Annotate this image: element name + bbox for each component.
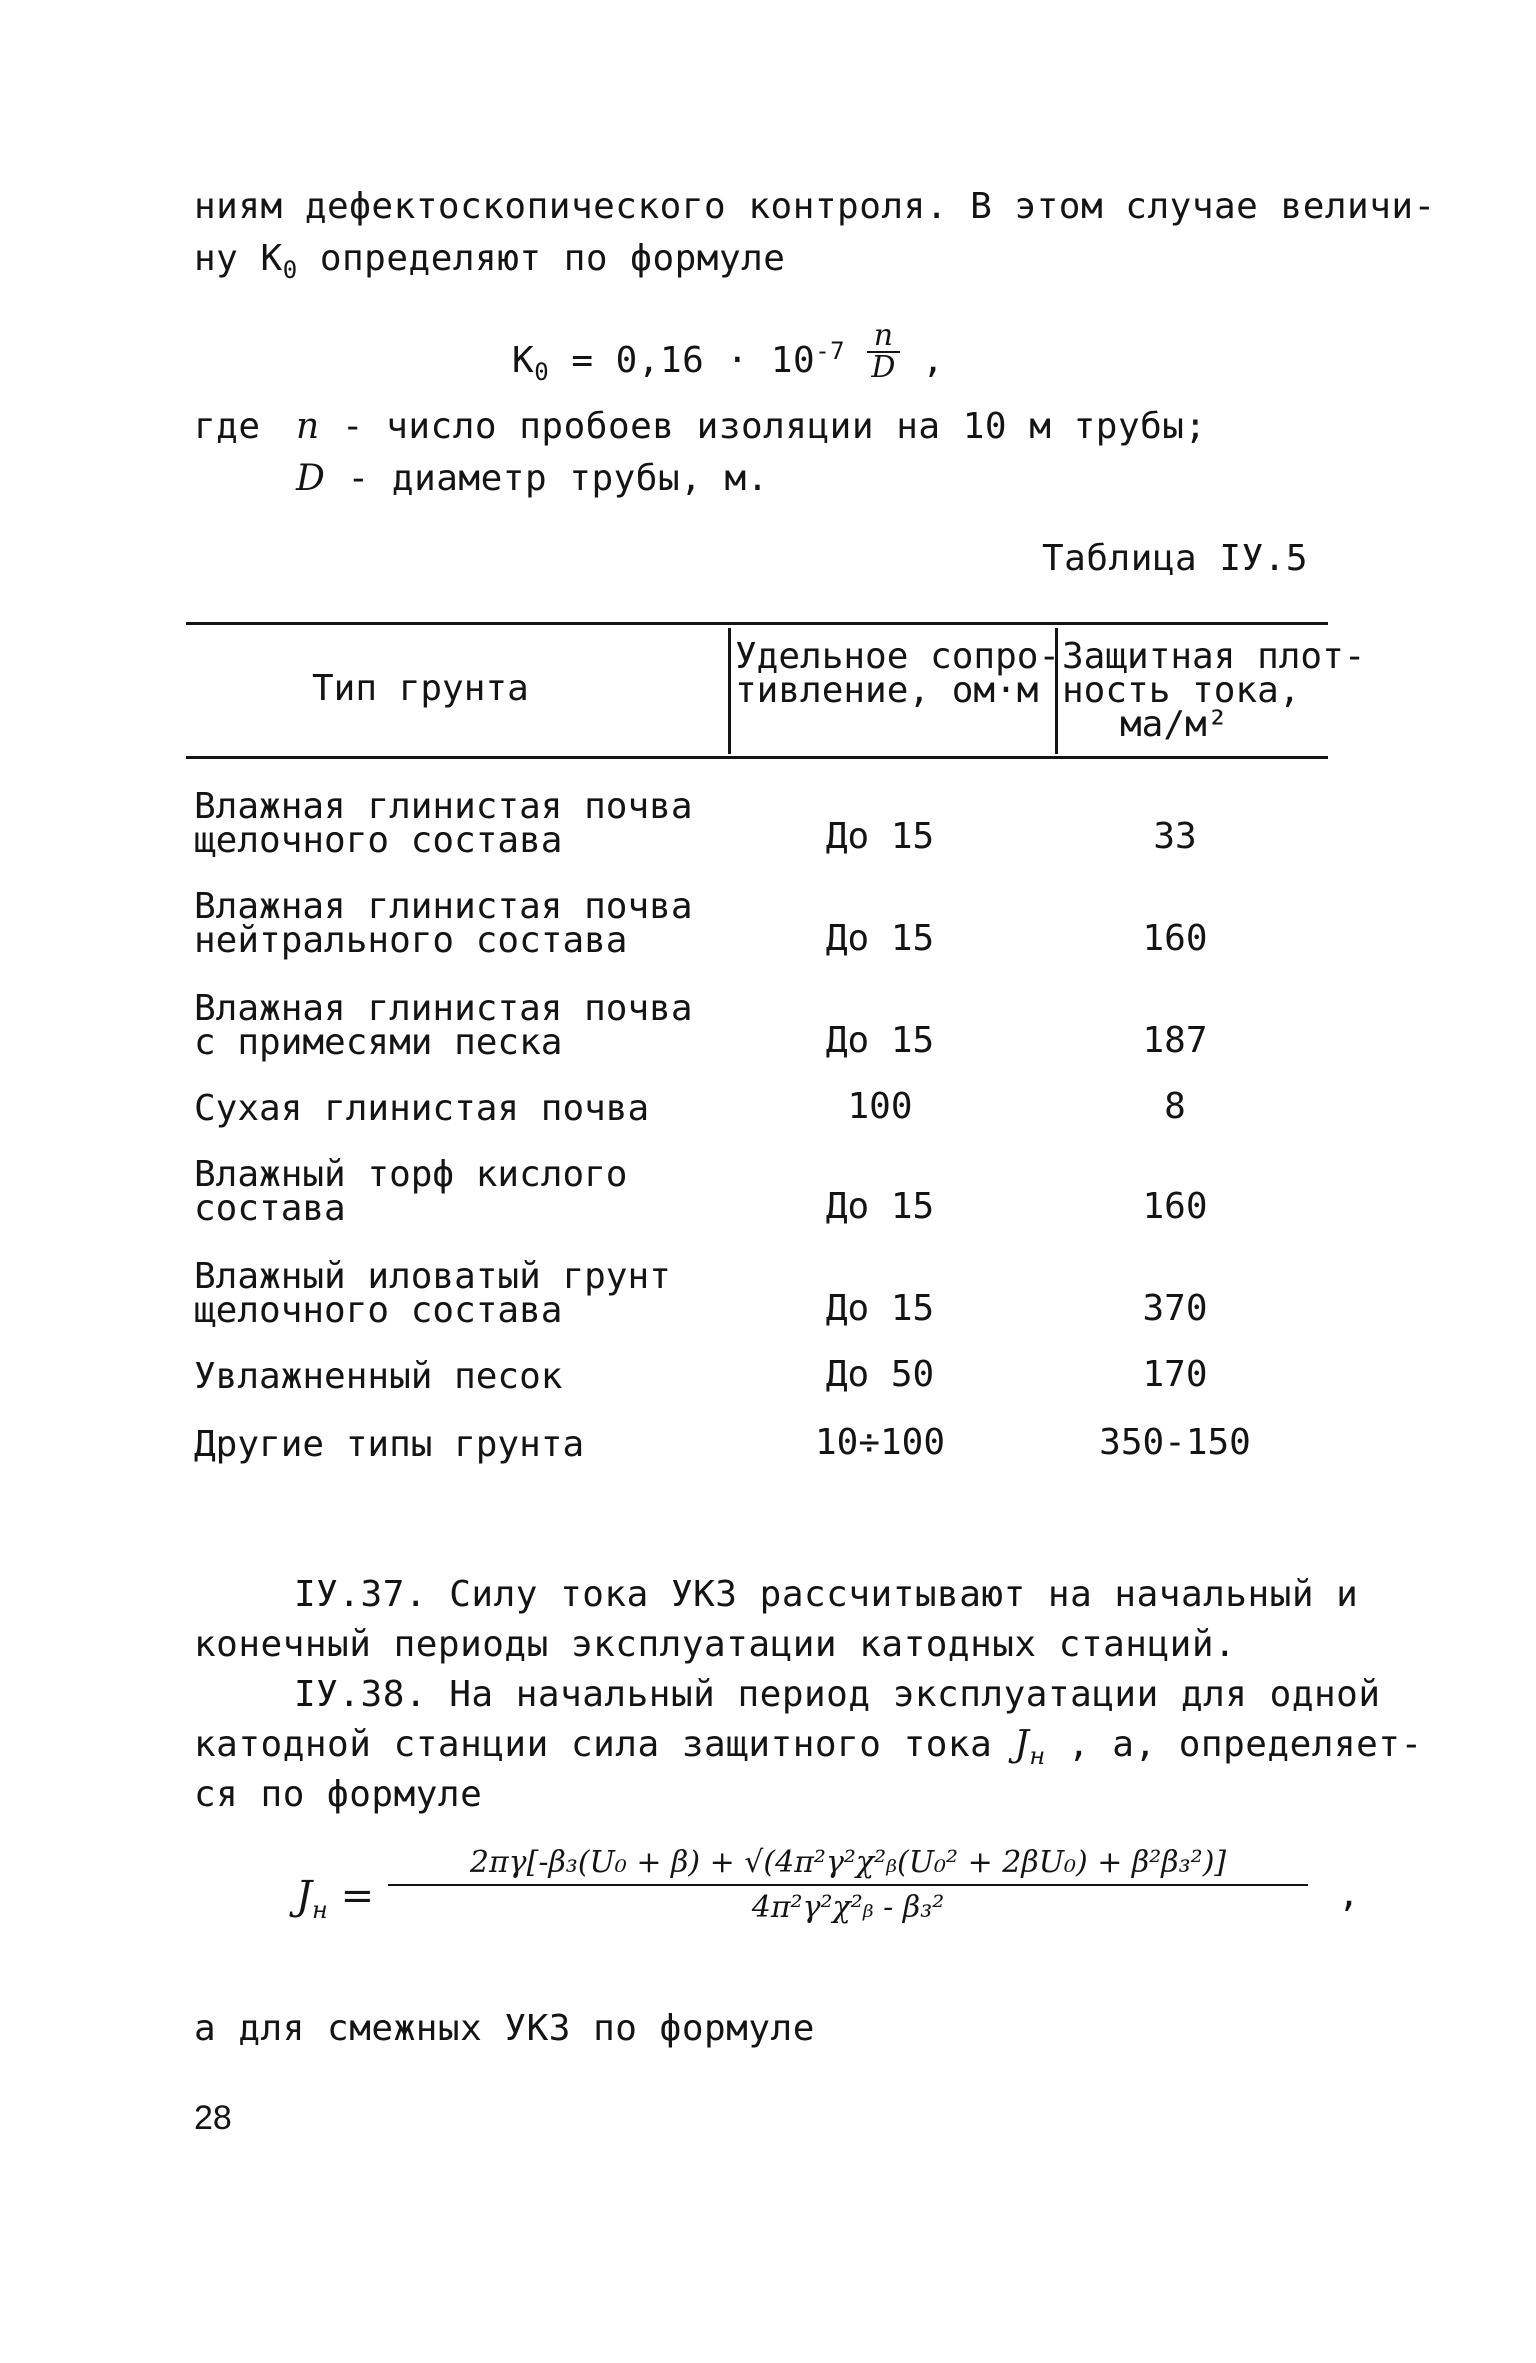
- symbol-d: D: [296, 458, 326, 499]
- fraction-denominator: D: [871, 350, 896, 385]
- formula-lhs-subscript: 0: [534, 358, 550, 387]
- header-density-2: ность тока,: [1062, 670, 1301, 711]
- soil-type-line-1: Сухая глинистая почва: [194, 1088, 650, 1129]
- where-n-desc: - число пробоев изоляции на 10 м трубы;: [319, 406, 1207, 447]
- subscript: 0: [282, 256, 298, 285]
- para-text: катодной станции сила защитного тока: [194, 1724, 1015, 1765]
- header-resistance-2: тивление, ом·м: [735, 670, 1039, 711]
- para-text: , а, определяет-: [1045, 1724, 1423, 1765]
- resistance-value: До 15: [825, 1186, 935, 1227]
- soil-type-line-1: Увлажненный песок: [194, 1356, 563, 1397]
- header-resistance-1: Удельное сопро-: [735, 636, 1061, 677]
- where-label: где: [194, 406, 261, 447]
- fraction-numerator: 2πγ[-β₃(U₀ + β) + √(4π²γ²χ²ᵦ(U₀² + 2βU₀) + β²β₃²)]: [388, 1842, 1308, 1886]
- symbol-n: n: [296, 406, 320, 447]
- formula-body: = 0,16 · 10: [549, 340, 816, 381]
- table-top-rule: [186, 622, 1328, 625]
- formula-exponent: -7: [815, 337, 846, 365]
- fraction-numerator: n: [867, 321, 900, 353]
- formula-tail: ,: [1338, 1874, 1361, 1915]
- table-caption: Таблица IУ.5: [1042, 538, 1309, 579]
- equals-sign: =: [327, 1873, 375, 1919]
- density-value: 170: [1142, 1354, 1208, 1395]
- adjacent-line: а для смежных УКЗ по формуле: [194, 2008, 815, 2049]
- resistance-value: До 50: [825, 1354, 935, 1395]
- density-value: 33: [1153, 816, 1197, 857]
- formula-fraction: [388, 1842, 1308, 1930]
- soil-type-line-1: Влажная глинистая почва: [194, 786, 693, 827]
- resistance-value: До 15: [825, 816, 935, 857]
- para-37-line-2: конечный периоды эксплуатации катодных станций.: [194, 1624, 1237, 1665]
- header-density-3: ма/м²: [1120, 704, 1229, 745]
- intro-text: определяют по формуле: [297, 238, 786, 279]
- formula-lhs-subscript: н: [312, 1896, 328, 1924]
- where-d: [296, 456, 769, 502]
- formula-lhs: К: [512, 340, 535, 381]
- soil-type-line-2: состава: [194, 1188, 346, 1229]
- fraction-denominator: 4π²γ²χ²ᵦ - β₃²: [751, 1890, 945, 1925]
- soil-type-line-2: щелочного состава: [194, 1290, 563, 1331]
- where-d-desc: - диаметр трубы, м.: [325, 458, 769, 499]
- density-value: 370: [1142, 1288, 1208, 1329]
- density-value: 350-150: [1099, 1422, 1251, 1463]
- intro-line-2: [194, 236, 785, 293]
- header-density-1: Защитная плот-: [1062, 636, 1366, 677]
- resistance-value: До 15: [825, 918, 935, 959]
- formula-k0: [512, 318, 945, 395]
- intro-text: ну К: [194, 238, 283, 279]
- header-soil-type: Тип грунта: [312, 668, 529, 709]
- intro-line-1: ниям дефектоскопического контроля. В этом случае величи-: [194, 186, 1436, 227]
- resistance-value: 10÷100: [814, 1422, 946, 1463]
- where-n: [296, 404, 1207, 450]
- formula-jn: [296, 1866, 374, 1940]
- density-value: 8: [1164, 1086, 1186, 1127]
- density-value: 187: [1142, 1020, 1208, 1061]
- soil-type-line-1: Другие типы грунта: [194, 1424, 585, 1465]
- soil-type-line-1: Влажный иловатый грунт: [194, 1256, 671, 1297]
- page-number: 28: [194, 2099, 232, 2137]
- para-38-line-2: [194, 1722, 1423, 1779]
- density-value: 160: [1142, 1186, 1208, 1227]
- soil-type-line-2: с примесями песка: [194, 1022, 563, 1063]
- symbol-j-subscript: н: [1029, 1742, 1046, 1771]
- formula-tail: ,: [899, 340, 945, 381]
- formula-fraction: [867, 318, 900, 385]
- formula-lhs: J: [296, 1873, 313, 1919]
- soil-type-line-2: щелочного состава: [194, 820, 563, 861]
- resistance-value: До 15: [825, 1288, 935, 1329]
- resistance-value: До 15: [825, 1020, 935, 1061]
- density-value: 160: [1142, 918, 1208, 959]
- soil-type-line-1: Влажная глинистая почва: [194, 886, 693, 927]
- soil-type-line-1: Влажная глинистая почва: [194, 988, 693, 1029]
- soil-type-line-2: нейтрального состава: [194, 920, 628, 961]
- para-37-line-1: IУ.37. Силу тока УКЗ рассчитывают на начальный и: [294, 1574, 1359, 1615]
- symbol-j: J: [1014, 1724, 1030, 1765]
- para-38-line-1: IУ.38. На начальный период эксплуатации для одной: [294, 1674, 1381, 1715]
- header-divider: [728, 628, 731, 754]
- resistance-value: 100: [847, 1086, 913, 1127]
- soil-type-line-1: Влажный торф кислого: [194, 1154, 628, 1195]
- para-38-line-3: ся по формуле: [194, 1774, 483, 1815]
- table-header-rule: [186, 756, 1328, 759]
